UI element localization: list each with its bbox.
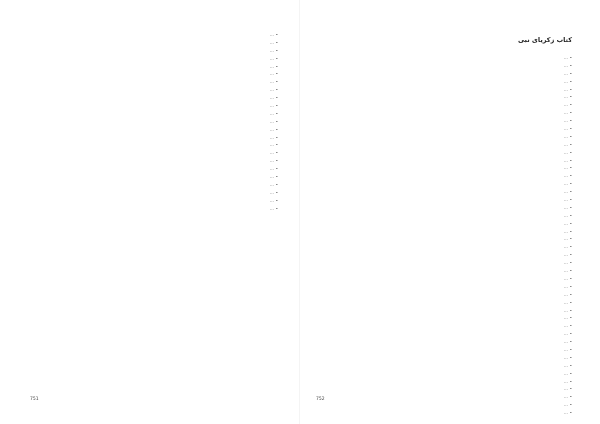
paragraph-text: … (563, 362, 568, 368)
paragraph-text: … (269, 158, 274, 164)
paragraph-text: … (563, 354, 568, 360)
bullet-icon: • (275, 110, 278, 116)
paragraph-text: … (563, 268, 568, 274)
paragraph (326, 134, 572, 140)
paragraph (326, 205, 572, 211)
bullet-icon: • (275, 55, 278, 61)
paragraph-text: … (563, 86, 568, 92)
paragraph (326, 363, 572, 369)
paragraph (326, 276, 572, 282)
bullet-icon: • (275, 32, 278, 37)
paragraph-text: … (563, 189, 568, 195)
paragraph (326, 260, 572, 266)
bullet-icon: • (569, 141, 572, 147)
paragraph-text: … (269, 134, 274, 140)
paragraph (326, 102, 572, 108)
right-page-number: 752 (316, 397, 325, 402)
bullet-icon: • (569, 118, 572, 124)
paragraph-text: … (269, 79, 274, 85)
paragraph-text: … (269, 103, 274, 109)
paragraph-text: … (563, 307, 568, 313)
paragraph-text: … (269, 189, 274, 195)
paragraph-text: … (269, 166, 274, 172)
paragraph-text: … (563, 181, 568, 187)
bullet-icon: • (569, 78, 572, 84)
paragraph (326, 213, 572, 219)
paragraph (30, 48, 278, 54)
bullet-icon: • (569, 291, 572, 297)
bullet-icon: • (569, 236, 572, 242)
paragraph (326, 394, 572, 400)
paragraph-text: … (269, 181, 274, 187)
bullet-icon: • (275, 63, 278, 69)
paragraph (326, 308, 572, 314)
bullet-icon: • (569, 307, 572, 313)
bullet-icon: • (569, 204, 572, 210)
paragraph (30, 56, 278, 62)
paragraph (326, 331, 572, 337)
bullet-icon: • (569, 110, 572, 116)
paragraph-text: … (563, 378, 568, 384)
paragraph-text: … (563, 260, 568, 266)
bullet-icon: • (569, 410, 572, 416)
paragraph (326, 252, 572, 258)
paragraph-text: … (563, 165, 568, 171)
paragraph (326, 79, 572, 85)
paragraph (326, 347, 572, 353)
paragraph (326, 71, 572, 77)
paragraph (326, 323, 572, 329)
paragraph-text: … (563, 275, 568, 281)
paragraph-text: … (269, 71, 274, 77)
paragraph (326, 410, 572, 416)
bullet-icon: • (275, 166, 278, 172)
paragraph (30, 158, 278, 164)
bullet-icon: • (569, 126, 572, 132)
bullet-icon: • (569, 70, 572, 76)
paragraph (30, 64, 278, 70)
paragraph (30, 32, 278, 38)
bullet-icon: • (275, 95, 278, 101)
paragraph (30, 119, 278, 125)
bullet-icon: • (569, 339, 572, 345)
paragraph-text: … (563, 315, 568, 321)
bullet-icon: • (275, 134, 278, 140)
bullet-icon: • (569, 354, 572, 360)
paragraph-text: … (563, 102, 568, 108)
bullet-icon: • (569, 370, 572, 376)
paragraph-text: … (563, 70, 568, 76)
paragraph (30, 142, 278, 148)
paragraph (30, 71, 278, 77)
paragraph-text: … (269, 47, 274, 53)
chapter-heading: کتاب زکریای نبی (517, 36, 572, 44)
paragraph (326, 87, 572, 93)
paragraph (30, 198, 278, 204)
paragraph (326, 339, 572, 345)
paragraph-text: … (563, 55, 568, 60)
bullet-icon: • (569, 165, 572, 171)
paragraph (30, 150, 278, 156)
paragraph (326, 284, 572, 290)
paragraph (326, 229, 572, 235)
bullet-icon: • (275, 181, 278, 187)
bullet-icon: • (569, 212, 572, 218)
paragraph (326, 197, 572, 203)
paragraph (326, 386, 572, 392)
paragraph-text: … (563, 62, 568, 68)
bullet-icon: • (275, 87, 278, 93)
paragraph-text: … (269, 126, 274, 132)
paragraph-text: … (269, 95, 274, 101)
bullet-icon: • (569, 394, 572, 400)
paragraph-text: … (563, 141, 568, 147)
paragraph-text: … (563, 157, 568, 163)
paragraph (30, 87, 278, 93)
paragraph (30, 127, 278, 133)
bullet-icon: • (569, 315, 572, 321)
bullet-icon: • (569, 228, 572, 234)
bullet-icon: • (569, 62, 572, 68)
paragraph (326, 165, 572, 171)
bullet-icon: • (569, 149, 572, 155)
paragraph (30, 103, 278, 109)
bullet-icon: • (569, 197, 572, 203)
bullet-icon: • (569, 299, 572, 305)
paragraph (30, 190, 278, 196)
paragraph (30, 111, 278, 117)
paragraph (326, 181, 572, 187)
bullet-icon: • (569, 402, 572, 408)
paragraph-text: … (563, 212, 568, 218)
paragraph-text: … (563, 394, 568, 400)
paragraph-text: … (269, 118, 274, 124)
bullet-icon: • (275, 205, 278, 211)
bullet-icon: • (569, 252, 572, 258)
right-page-body (326, 55, 572, 416)
bullet-icon: • (569, 181, 572, 187)
paragraph (30, 182, 278, 188)
paragraph (326, 63, 572, 69)
paragraph-text: … (563, 133, 568, 139)
left-page-body (30, 32, 278, 212)
paragraph-text: … (563, 323, 568, 329)
paragraph-text: … (269, 63, 274, 69)
paragraph (326, 244, 572, 250)
bullet-icon: • (569, 86, 572, 92)
paragraph-text: … (563, 386, 568, 392)
bullet-icon: • (275, 197, 278, 203)
paragraph-text: … (269, 32, 274, 37)
paragraph (326, 268, 572, 274)
paragraph-text: … (269, 39, 274, 45)
bullet-icon: • (275, 71, 278, 77)
paragraph-text: … (563, 149, 568, 155)
paragraph-text: … (563, 252, 568, 258)
paragraph (326, 379, 572, 385)
paragraph (326, 355, 572, 361)
paragraph-text: … (563, 244, 568, 250)
paragraph (30, 166, 278, 172)
paragraph-text: … (563, 228, 568, 234)
paragraph-text: … (269, 55, 274, 61)
paragraph-text: … (563, 110, 568, 116)
bullet-icon: • (569, 260, 572, 266)
bullet-icon: • (569, 94, 572, 100)
paragraph-text: … (563, 339, 568, 345)
bullet-icon: • (569, 331, 572, 337)
paragraph (326, 300, 572, 306)
paragraph-text: … (563, 299, 568, 305)
bullet-icon: • (569, 157, 572, 163)
paragraph (30, 135, 278, 141)
paragraph (326, 236, 572, 242)
paragraph-text: … (563, 331, 568, 337)
paragraph-text: … (269, 205, 274, 211)
bullet-icon: • (275, 47, 278, 53)
bullet-icon: • (275, 103, 278, 109)
paragraph-text: … (269, 174, 274, 180)
paragraph (30, 40, 278, 46)
paragraph (326, 55, 572, 61)
paragraph (326, 94, 572, 100)
bullet-icon: • (275, 126, 278, 132)
paragraph-text: … (563, 173, 568, 179)
paragraph-text: … (563, 346, 568, 352)
left-page-number: 751 (30, 397, 39, 402)
paragraph (30, 206, 278, 212)
bullet-icon: • (569, 323, 572, 329)
paragraph (326, 371, 572, 377)
bullet-icon: • (569, 378, 572, 384)
bullet-icon: • (275, 174, 278, 180)
paragraph (326, 150, 572, 156)
paragraph-text: … (563, 236, 568, 242)
paragraph-text: … (563, 291, 568, 297)
bullet-icon: • (569, 220, 572, 226)
right-page (300, 0, 600, 424)
paragraph-text: … (563, 220, 568, 226)
bullet-icon: • (275, 158, 278, 164)
paragraph-text: … (563, 197, 568, 203)
paragraph-text: … (269, 87, 274, 93)
bullet-icon: • (569, 133, 572, 139)
paragraph-text: … (563, 78, 568, 84)
paragraph (326, 402, 572, 408)
bullet-icon: • (569, 55, 572, 60)
bullet-icon: • (569, 362, 572, 368)
bullet-icon: • (275, 39, 278, 45)
paragraph-text: … (563, 370, 568, 376)
bullet-icon: • (569, 173, 572, 179)
paragraph-text: … (563, 204, 568, 210)
bullet-icon: • (275, 150, 278, 156)
bullet-icon: • (569, 268, 572, 274)
paragraph (326, 110, 572, 116)
paragraph-text: … (563, 283, 568, 289)
paragraph (30, 79, 278, 85)
paragraph-text: … (563, 402, 568, 408)
paragraph (326, 173, 572, 179)
bullet-icon: • (569, 346, 572, 352)
paragraph (326, 292, 572, 298)
bullet-icon: • (569, 244, 572, 250)
bullet-icon: • (275, 142, 278, 148)
paragraph (326, 221, 572, 227)
paragraph-text: … (563, 410, 568, 416)
bullet-icon: • (569, 189, 572, 195)
paragraph (326, 158, 572, 164)
paragraph (30, 174, 278, 180)
paragraph-text: … (269, 197, 274, 203)
bullet-icon: • (569, 386, 572, 392)
bullet-icon: • (569, 275, 572, 281)
paragraph-text: … (269, 150, 274, 156)
bullet-icon: • (569, 283, 572, 289)
paragraph (326, 142, 572, 148)
paragraph-text: … (269, 142, 274, 148)
paragraph (326, 189, 572, 195)
bullet-icon: • (275, 79, 278, 85)
paragraph (326, 126, 572, 132)
paragraph (30, 95, 278, 101)
paragraph-text: … (563, 94, 568, 100)
bullet-icon: • (569, 102, 572, 108)
paragraph-text: … (563, 126, 568, 132)
paragraph-text: … (563, 118, 568, 124)
bullet-icon: • (275, 118, 278, 124)
paragraph (326, 315, 572, 321)
paragraph (326, 118, 572, 124)
paragraph-text: … (269, 110, 274, 116)
bullet-icon: • (275, 189, 278, 195)
